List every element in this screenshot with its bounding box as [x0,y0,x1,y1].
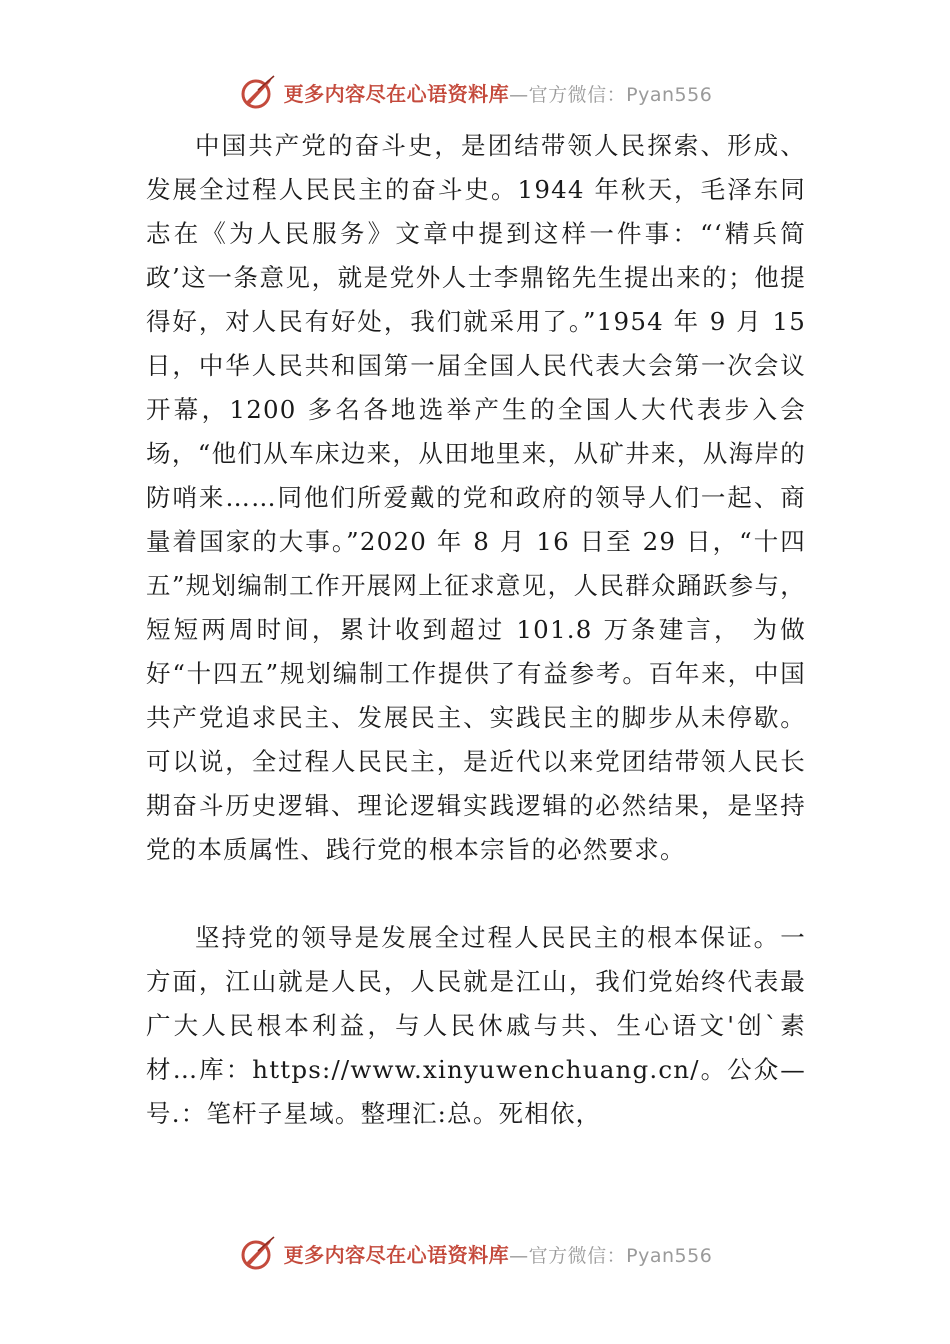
footer-banner [0,1231,950,1275]
document-body [146,124,806,1136]
footer-banner-wechat: —官方微信：Pyan556 [509,1244,713,1267]
footer-banner-text [284,1239,713,1268]
paragraph-2: 坚持党的领导是发展全过程人民民主的根本保证。一方面，江山就是人民，人民就是江山，我们党始终代表最广大人民根本利益，与人民休戚与共、生心语文'创`素材…库：https://www.xinyuwenchuang.cn/。公众—号.：笔杆子星域。整理汇:总。死相依， [146,923,806,1128]
header-banner-text [284,78,713,107]
header-banner-wechat: —官方微信：Pyan556 [509,83,713,106]
quill-pen-logo-icon [238,72,278,112]
footer-banner-title: 更多内容尽在心语资料库 [283,1242,510,1267]
paragraph-1: 中国共产党的奋斗史，是团结带领人民探索、形成、发展全过程人民民主的奋斗史。1944 年秋天，毛泽东同志在《为人民服务》文章中提到这样一件事：“‘精兵简政’这一条意见，就是党外人士李鼎铭先生提出来的；他提得好，对人民有好处，我们就采用了。”1954 年 9 月 15 日，中华人民共和国第一届全国人民代表大会第一次会议开幕，1200 多名各地选举产生的全国人大代表步入会场，“他们从车床边来，从田地里来，从矿井来，从海岸的防哨来……同他们所爱戴的党和政府的领导人们一起、商量着国家的大事。”2020 年 8 月 16 日至 29 日，“十四五”规划编制工作开展网上征求意见，人民群众踊跃参与，短短两周时间，累计收到超过 101.8 万条建言， 为做好“十四五”规划编制工作提供了有益参考。百年来，中国共产党追求民主、发展民主、实践民主的脚步从未停歇。可以说，全过程人民民主，是近代以来党团结带领人民长期奋斗历史逻辑、理论逻辑实践逻辑的必然结果，是坚持党的本质属性、践行党的根本宗旨的必然要求。 [146,131,806,864]
header-banner [0,70,950,114]
quill-pen-logo-icon [238,1233,278,1273]
header-banner-title: 更多内容尽在心语资料库 [283,81,510,106]
